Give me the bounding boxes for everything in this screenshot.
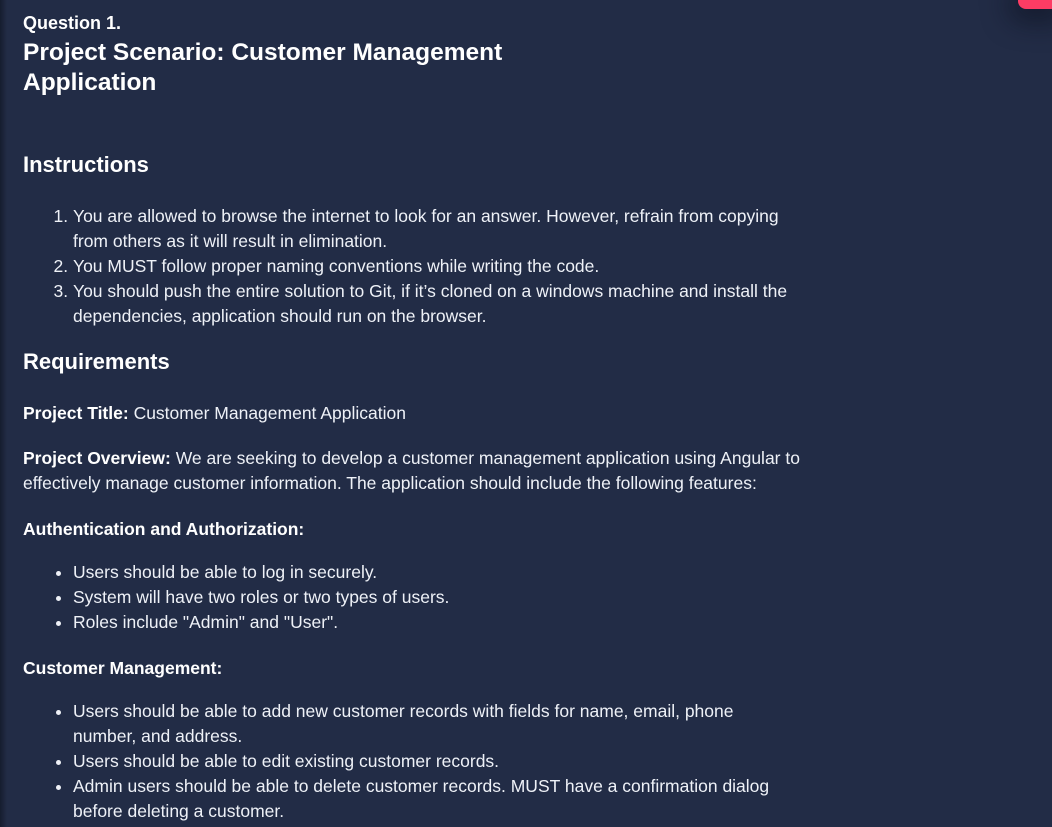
project-title-label: Project Title:: [23, 403, 129, 423]
instruction-item: 2. You MUST follow proper naming conventions while writing the code.: [73, 254, 793, 279]
project-title-value: Customer Management Application: [133, 403, 406, 423]
customer-management-item: • Users should be able to add new customer records with fields for name, email, phone number, and address.: [73, 699, 793, 749]
project-overview-line: [23, 446, 823, 496]
auth-section-heading: Authentication and Authorization:: [23, 519, 305, 539]
top-right-partial-button[interactable]: [1018, 0, 1052, 9]
auth-requirement-item: • Roles include "Admin" and "User".: [73, 610, 793, 635]
instructions-heading: Instructions: [23, 152, 149, 177]
requirements-heading: Requirements: [23, 349, 170, 374]
instructions-list: [23, 204, 793, 329]
auth-requirement-item: • Users should be able to log in securely.: [73, 560, 793, 585]
auth-requirement-item: • System will have two roles or two types of users.: [73, 585, 793, 610]
auth-requirements-list: [23, 560, 793, 635]
question-title: Project Scenario: Customer Management Application: [23, 39, 503, 96]
customer-management-section-heading: Customer Management:: [23, 658, 223, 678]
instruction-item: 3. You should push the entire solution to Git, if it’s cloned on a windows machine and install the dependencies, application should run on the browser.: [73, 279, 793, 329]
instruction-item: 1. You are allowed to browse the internet to look for an answer. However, refrain from copying from others as it will result in elimination.: [73, 204, 793, 254]
customer-management-item: • Admin users should be able to delete customer records. MUST have a confirmation dialog before deleting a customer.: [73, 774, 793, 824]
customer-management-item: • Users should be able to edit existing customer records.: [73, 749, 793, 774]
question-number-label: Question 1.: [23, 13, 122, 33]
project-overview-label: Project Overview:: [23, 448, 171, 468]
project-overview-value: We are seeking to develop a customer management application using Angular to effectively manage customer information. The application should include the following features:: [23, 448, 800, 493]
customer-management-list: [23, 699, 793, 824]
project-title-line: [23, 401, 823, 426]
